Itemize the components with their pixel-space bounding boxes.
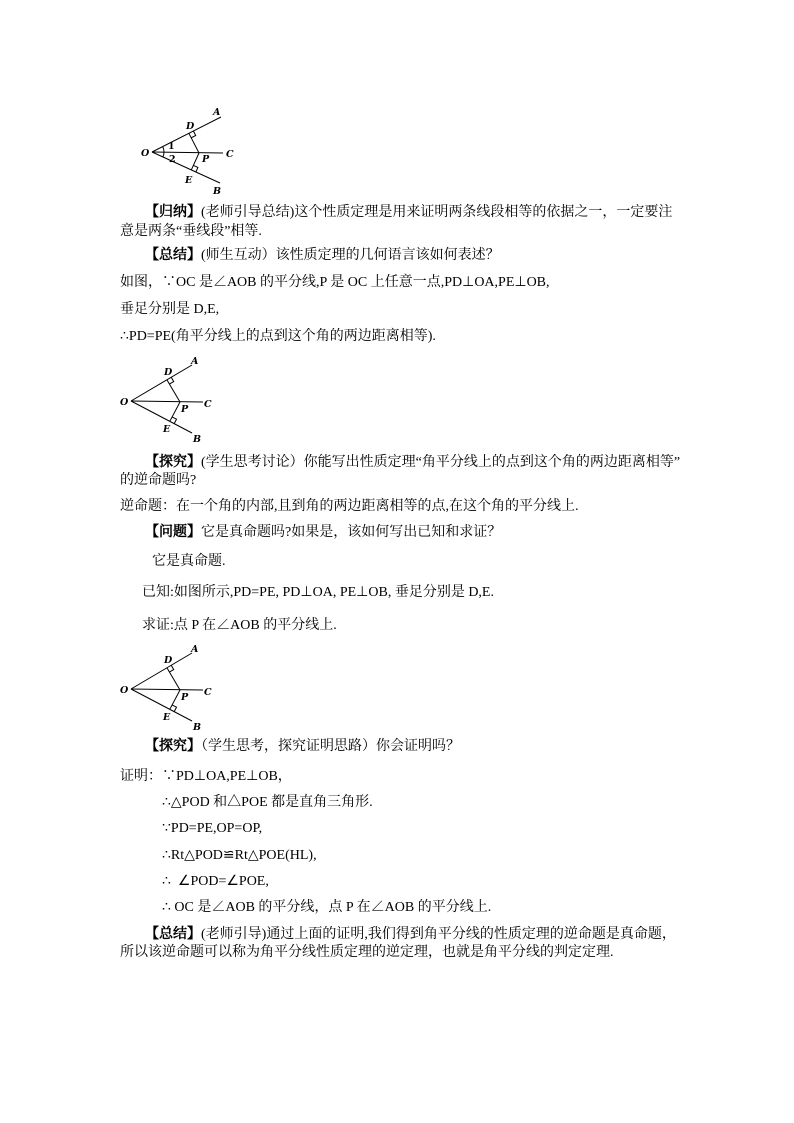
angle-bisector-figure-2 xyxy=(115,350,225,445)
label-a: A xyxy=(213,107,221,118)
segment-pd xyxy=(167,668,180,690)
proof-line-1: 证明：∵PD⊥OA,PE⊥OB， xyxy=(120,769,292,784)
label-c: C xyxy=(204,399,212,410)
label-b: B xyxy=(213,186,222,197)
label-b: B xyxy=(193,434,202,445)
label-e: E xyxy=(163,712,171,723)
proof-line-4: ∴Rt△POD≌Rt△POE(HL), xyxy=(162,848,317,863)
question-line-1 xyxy=(145,524,501,542)
label-p: P xyxy=(181,404,189,415)
ray-oc xyxy=(131,689,203,690)
label-c: C xyxy=(204,687,212,698)
label-e: E xyxy=(185,175,193,186)
summary-geometry-line-3: 垂足分别是 D,E, xyxy=(120,302,220,317)
explore-proof-line-1 xyxy=(145,738,460,756)
label-c: C xyxy=(226,149,234,160)
label-d: D xyxy=(186,121,195,132)
section-tag: 【问题】 xyxy=(145,525,201,540)
summary-geometry-line-4: ∴PD=PE(角平分线上的点到这个角的两边距离相等). xyxy=(120,329,436,344)
section-tag: 【总结】 xyxy=(145,248,201,263)
label-a: A xyxy=(191,644,199,655)
label-d: D xyxy=(164,367,173,378)
section-tag: 【探究】 xyxy=(145,455,201,470)
paragraph-text: （学生思考，探究证明思路）你会证明吗？ xyxy=(201,739,460,754)
label-p: P xyxy=(181,692,189,703)
label-angle-1: 1 xyxy=(168,141,175,152)
ray-oc xyxy=(131,401,203,402)
proof-line-2: ∴△POD 和△POE 都是直角三角形. xyxy=(162,795,373,810)
paragraph-text: (学生思考讨论）你能写出性质定理“角平分线上的点到这个角的两边距离相等” xyxy=(201,455,681,470)
label-e: E xyxy=(163,424,171,435)
section-tag: 【归纳】 xyxy=(145,205,201,220)
induction-line-2: 意是两条“垂线段”相等. xyxy=(120,224,262,239)
summary-geometry-line-2: 如图，∵OC 是∠AOB 的平分线,P 是 OC 上任意一点,PD⊥OA,PE⊥OB, xyxy=(120,275,550,290)
proof-line-3: ∵PD=PE,OP=OP, xyxy=(162,821,263,836)
section-tag: 【探究】 xyxy=(145,739,201,754)
induction-line-1 xyxy=(145,204,672,222)
label-a: A xyxy=(191,356,199,367)
angle-bisector-figure-3 xyxy=(115,638,225,733)
paragraph-text: 它是真命题吗?如果是，该如何写出已知和求证？ xyxy=(201,525,502,540)
angle-bisector-figure-1 xyxy=(130,100,240,200)
label-o: O xyxy=(141,148,150,159)
label-p: P xyxy=(202,154,210,165)
summary-converse-line-1 xyxy=(145,926,676,944)
prove-statement: 求证:点 P 在∠AOB 的平分线上. xyxy=(142,618,337,633)
label-d: D xyxy=(164,655,173,666)
summary-converse-line-2: 所以该逆命题可以称为角平分线性质定理的逆定理，也就是角平分线的判定定理. xyxy=(120,945,614,960)
label-o: O xyxy=(120,685,129,696)
question-answer: 它是真命题. xyxy=(152,554,226,569)
explore-converse-line-1 xyxy=(145,454,680,472)
paragraph-text: (老师引导总结)这个性质定理是用来证明两条线段相等的依据之一，一定要注 xyxy=(201,205,673,220)
converse-statement: 逆命题：在一个角的内部,且到角的两边距离相等的点,在这个角的平分线上. xyxy=(120,499,579,514)
summary-geometry-line-1 xyxy=(145,247,500,265)
proof-line-6: ∴ OC 是∠AOB 的平分线，点 P 在∠AOB 的平分线上. xyxy=(162,900,492,915)
paragraph-text: (老师引导)通过上面的证明,我们得到角平分线的性质定理的逆命题是真命题， xyxy=(201,927,676,942)
label-angle-2: 2 xyxy=(169,154,176,165)
ray-oa xyxy=(131,653,192,689)
given-statement: 已知:如图所示,PD=PE, PD⊥OA, PE⊥OB, 垂足分别是 D,E. xyxy=(142,585,494,600)
proof-line-5: ∴ ∠POD=∠POE, xyxy=(162,874,269,889)
explore-converse-line-2: 的逆命题吗? xyxy=(120,473,197,488)
paragraph-text: (师生互动）该性质定理的几何语言该如何表述？ xyxy=(201,248,500,263)
ray-oa xyxy=(131,365,192,401)
label-b: B xyxy=(193,722,202,733)
segment-pd xyxy=(167,380,180,402)
section-tag: 【总结】 xyxy=(145,927,201,942)
ray-oc xyxy=(152,152,223,153)
label-o: O xyxy=(120,397,129,408)
